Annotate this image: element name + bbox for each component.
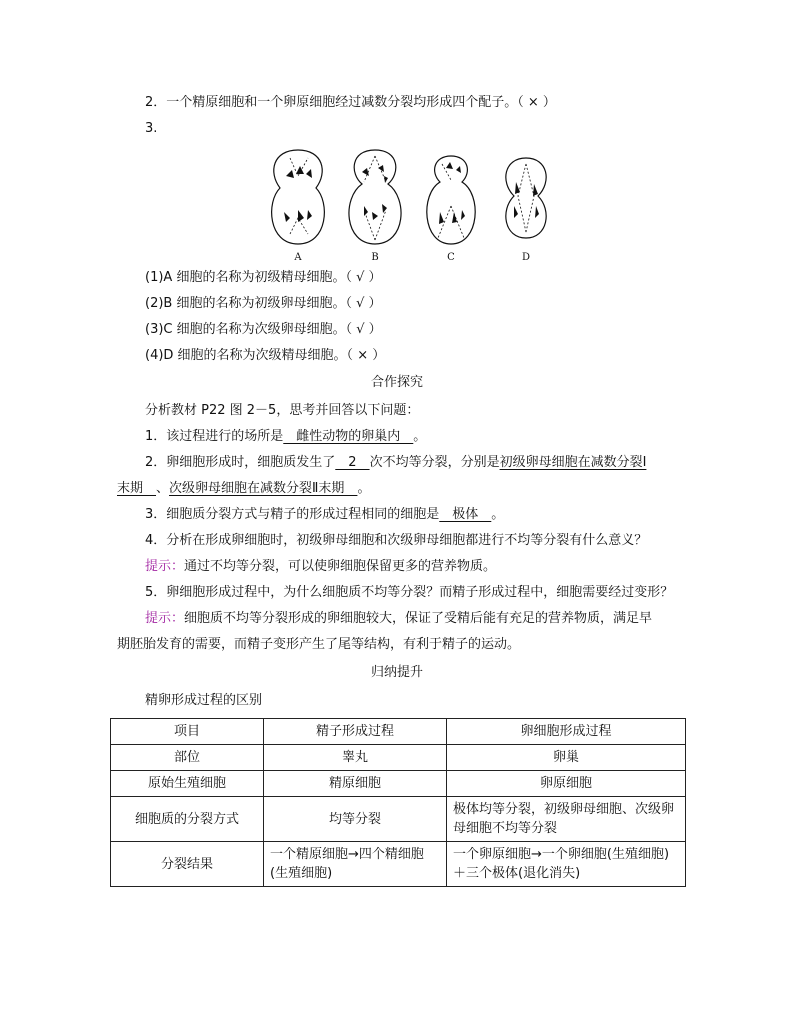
table-row — [111, 797, 686, 842]
point-1-text: 1．该过程进行的场所是 — [145, 429, 284, 444]
figure-label-a: A — [294, 252, 302, 263]
figure-label-b: B — [371, 252, 379, 263]
q3-item-4: (4)D 细胞的名称为次级精母细胞。（ × ） — [145, 348, 386, 363]
table-cell: 睾丸 — [264, 745, 447, 771]
table-cell: 分裂结果 — [111, 842, 264, 887]
figure-label-d: D — [521, 252, 531, 263]
table-row — [111, 842, 686, 887]
point-3-suffix: 。 — [491, 507, 505, 522]
table-cell: 一个精原细胞→四个精细胞(生殖细胞) — [264, 842, 447, 887]
cell-c-outline — [427, 156, 475, 244]
table-cell: 卵巢 — [447, 745, 686, 771]
point-5-hint-text-1: 细胞质不均等分裂形成的卵细胞较大，保证了受精后能有充足的营养物质，满足早 — [184, 611, 653, 626]
point-4-hint — [145, 558, 496, 576]
table-cell: 原始生殖细胞 — [111, 771, 264, 797]
point-1-answer: 雌性动物的卵巢内 — [283, 429, 414, 444]
table-cell: 均等分裂 — [264, 797, 447, 842]
cell-a-outline — [272, 150, 325, 244]
q3-item-2: (2)B 细胞的名称为初级卵母细胞。（ √ ） — [145, 296, 382, 311]
point-2-end: 。 — [357, 481, 371, 496]
table-cell: 精原细胞 — [264, 771, 447, 797]
cell-division-figure — [268, 146, 558, 264]
table-row — [111, 771, 686, 797]
point-2-answer-1: 初级卵母细胞在减数分裂Ⅰ — [499, 455, 647, 470]
table-cell: 一个卵原细胞→一个卵细胞(生殖细胞)＋三个极体(退化消失) — [447, 842, 686, 887]
point-2 — [145, 454, 646, 472]
q3-item-3: (3)C 细胞的名称为次级卵母细胞。（ √ ） — [145, 322, 382, 337]
point-1-suffix: 。 — [413, 429, 427, 444]
table-cell: 卵原细胞 — [447, 771, 686, 797]
point-5-hint-cont: 期胚胎发育的需要，而精子变形产生了尾等结构，有利于精子的运动。 — [117, 637, 521, 652]
point-4-hint-text: 通过不均等分裂，可以使卵细胞保留更多的营养物质。 — [184, 559, 497, 574]
q3-item-1: (1)A 细胞的名称为初级精母细胞。（ √ ） — [145, 270, 382, 285]
section-title-cooperative: 合作探究 — [370, 375, 423, 390]
table-row — [111, 745, 686, 771]
question-3-number: 3. — [145, 121, 158, 136]
figure-label-c: C — [447, 252, 455, 263]
hint-label: 提示： — [145, 611, 185, 626]
cell-b-outline — [349, 150, 401, 244]
point-2-answer-2: 次级卵母细胞在减数分裂Ⅱ末期 — [169, 481, 358, 496]
comparison-table — [110, 718, 686, 887]
cell-diagram — [268, 146, 558, 264]
cell-d-outline — [506, 158, 546, 238]
point-5: 5．卵细胞形成过程中，为什么细胞质不均等分裂？而精子形成过程中，细胞需要经过变形？ — [145, 585, 674, 600]
table-cell: 部位 — [111, 745, 264, 771]
table-header: 卵细胞形成过程 — [447, 719, 686, 745]
point-2-text: 2．卵细胞形成时，细胞质发生了 — [145, 455, 336, 470]
point-2-count: 2 — [335, 455, 370, 470]
intro-text: 分析教材 P22 图 2－5，思考并回答以下问题： — [145, 403, 420, 418]
question-2: 2．一个精原细胞和一个卵原细胞经过减数分裂均形成四个配子。（ × ） — [145, 95, 556, 110]
point-2-mid: 次不均等分裂，分别是 — [369, 455, 500, 470]
table-cell: 细胞质的分裂方式 — [111, 797, 264, 842]
point-1 — [145, 428, 426, 446]
table-caption: 精卵形成过程的区别 — [145, 693, 263, 708]
point-2-sep: 、 — [156, 481, 170, 496]
section-title-summary: 归纳提升 — [370, 665, 423, 680]
point-3-text: 3．细胞质分裂方式与精子的形成过程相同的细胞是 — [145, 507, 440, 522]
point-5-hint — [145, 610, 652, 628]
table-header: 项目 — [111, 719, 264, 745]
point-3-answer: 极体 — [439, 507, 492, 522]
point-2-cont — [117, 480, 370, 498]
table-header: 精子形成过程 — [264, 719, 447, 745]
hint-label: 提示： — [145, 559, 185, 574]
point-4: 4．分析在形成卵细胞时，初级卵母细胞和次级卵母细胞都进行不均等分裂有什么意义？ — [145, 533, 648, 548]
table-cell: 极体均等分裂，初级卵母细胞、次级卵母细胞不均等分裂 — [447, 797, 686, 842]
point-3 — [145, 506, 504, 524]
point-2-answer-1b: 末期 — [117, 481, 157, 496]
table-header-row — [111, 719, 686, 745]
